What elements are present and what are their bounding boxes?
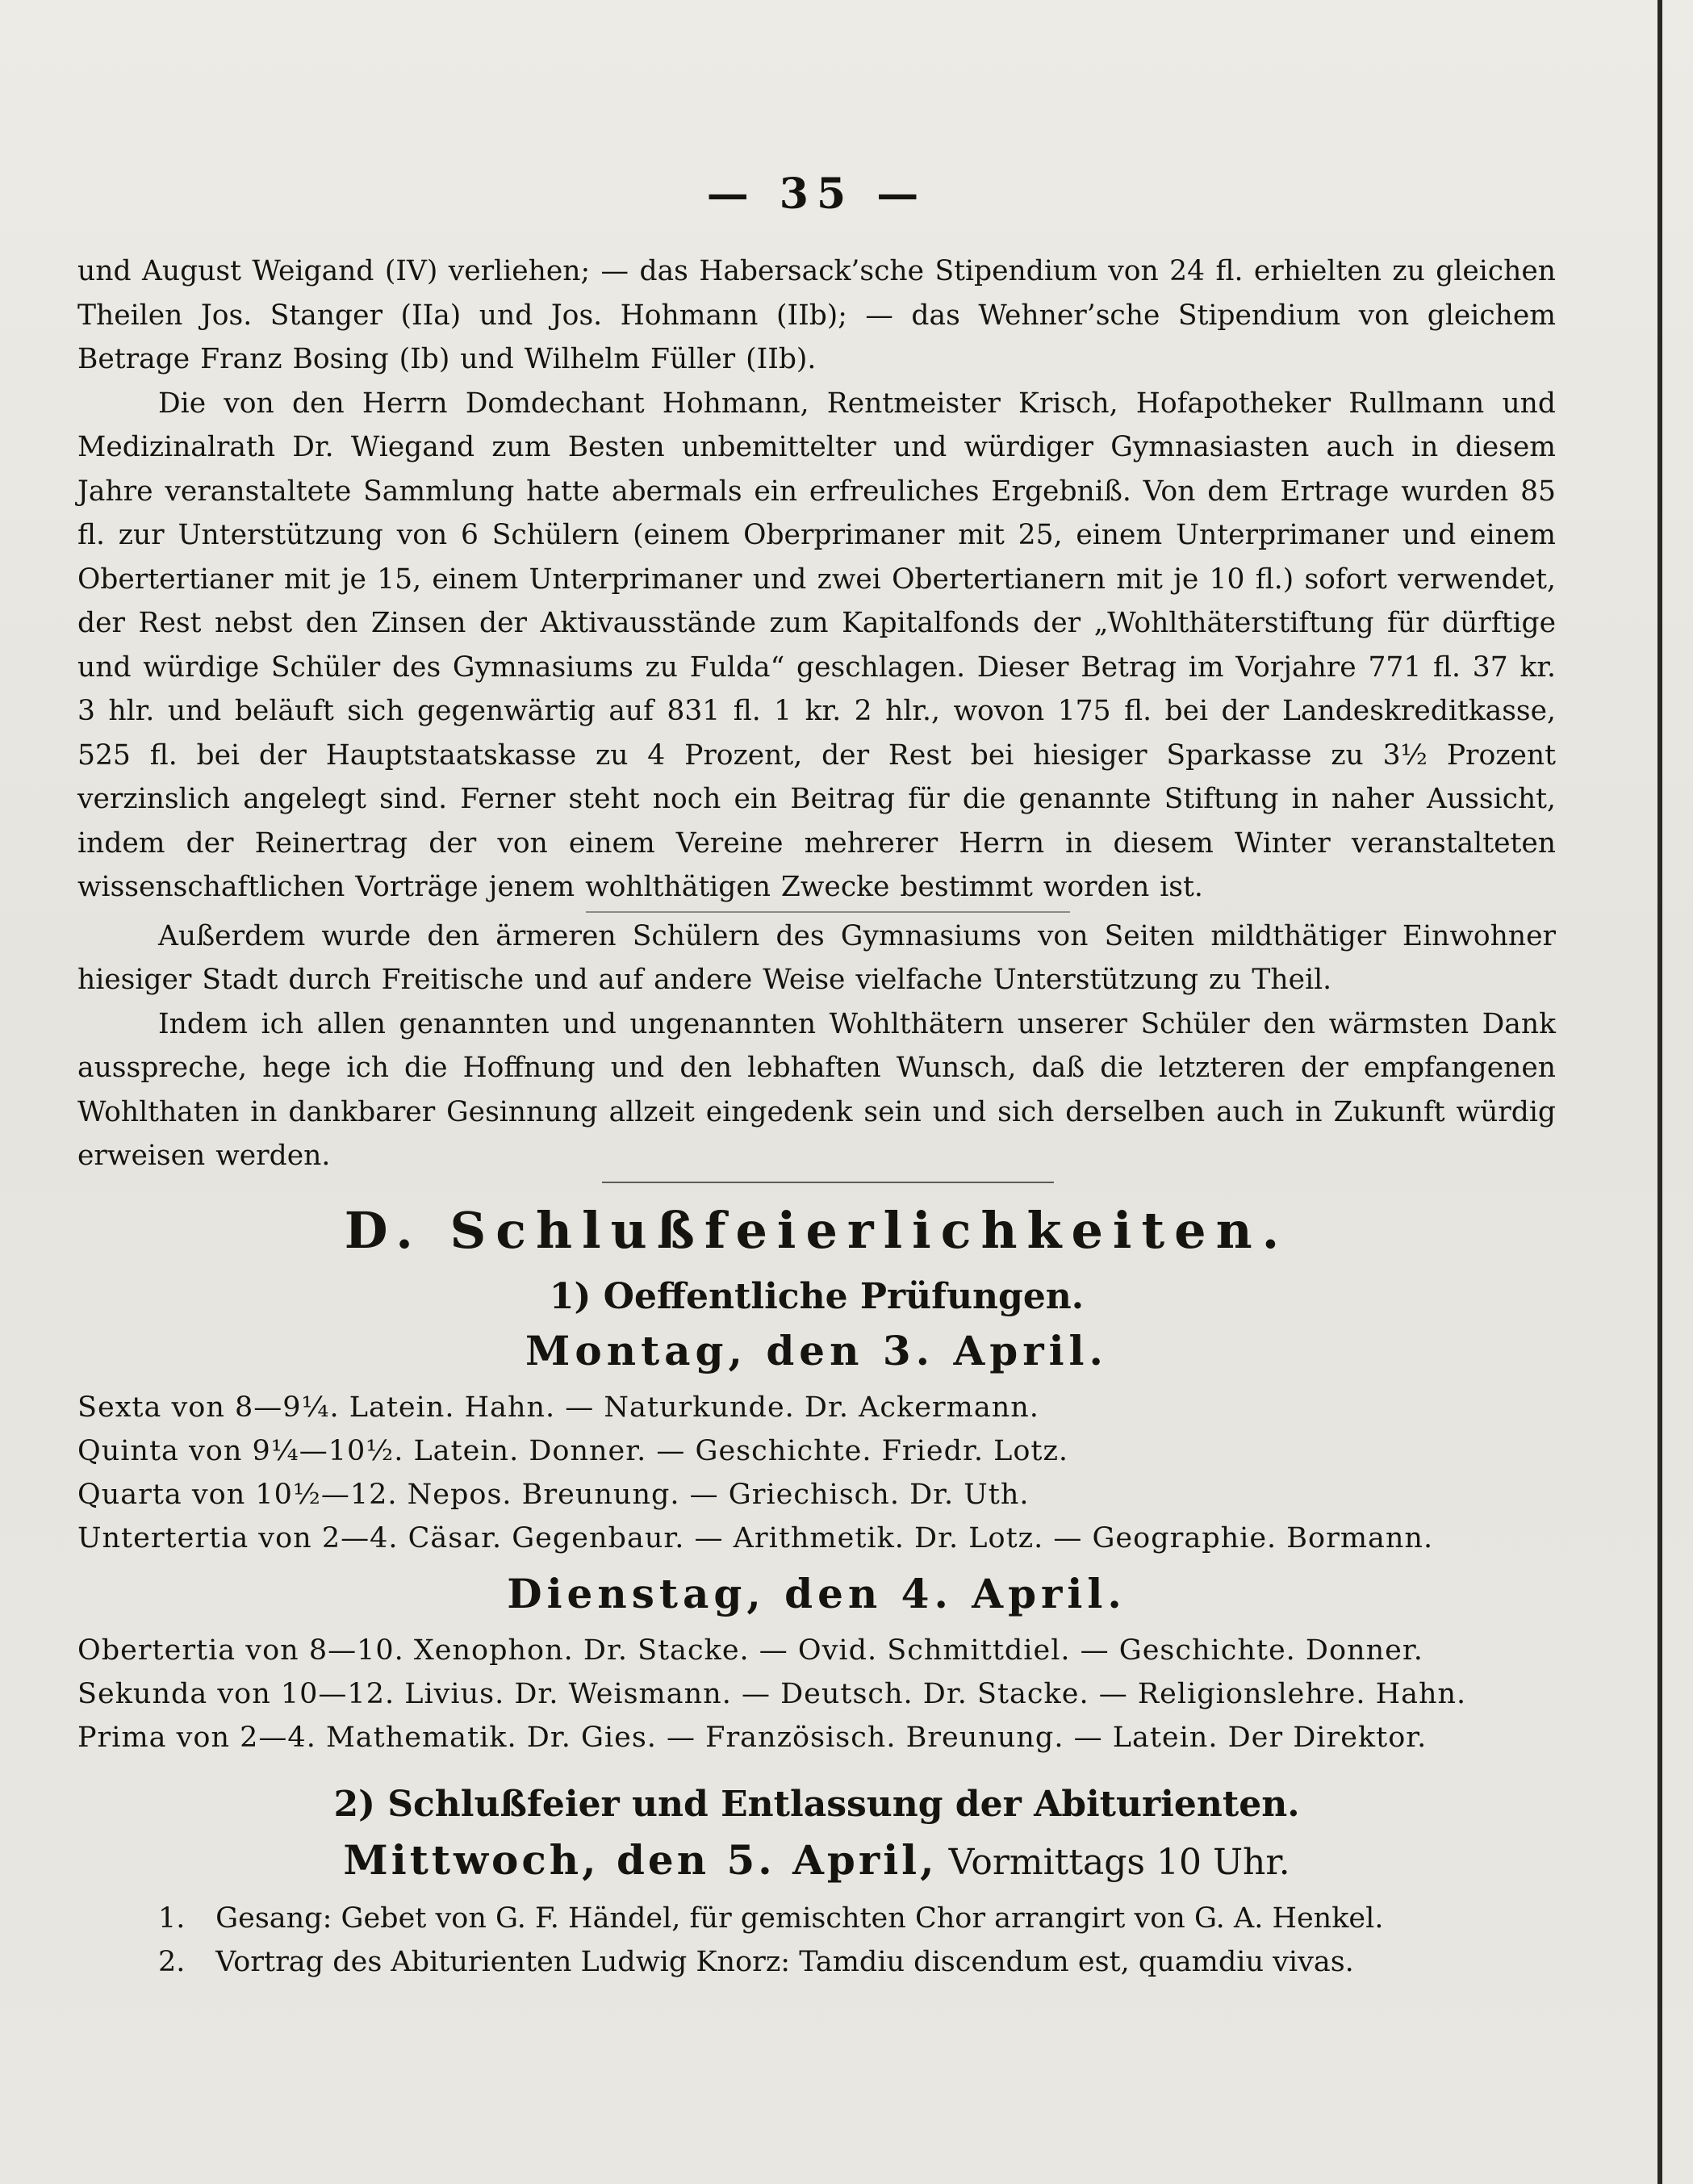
program-item-text: Gesang: Gebet von G. F. Händel, für gemischten Chor arrangirt von G. A. Henkel. xyxy=(215,1902,1384,1935)
day-heading-wednesday-time: Vormittags 10 Uhr. xyxy=(948,1841,1290,1883)
program-item xyxy=(77,1897,1556,1940)
day-heading-wednesday-date: Mittwoch, den 5. April, xyxy=(343,1835,938,1884)
exam-line: Untertertia von 2—4. Cäsar. Gegenbaur. — Arithmetik. Dr. Lotz. — Geographie. Bormann. xyxy=(77,1521,1434,1554)
paragraph-collection: Die von den Herrn Domdechant Hohmann, Rentmeister Krisch, Hofapotheker Rullmann und Medizinalrath Dr. Wiegand zum Besten unbemittelter und würdiger Gymnasiasten auch in diesem Jahre veranstaltete Sammlung hatte abermals ein erfreuliches Ergebniß. Von dem Ertrage wurden 85 fl. zur Unterstützung von 6 Schülern (einem Oberprimaner mit 25, einem Unterprimaner und einem Obertertianer mit je 15, einem Unterprimaner und zwei Obertertianern mit je 10 fl.) sofort verwendet, der Rest nebst den Zinsen der Aktivausstände zum Kapitalfonds der „Wohlthäterstiftung für dürftige und würdige Schüler des Gymnasiums zu Fulda“ geschlagen. Dieser Betrag im Vorjahre 771 fl. 37 kr. 3 hlr. und beläuft sich gegenwärtig auf 831 fl. 1 kr. 2 hlr., wovon 175 fl. bei der Landeskreditkasse, 525 fl. bei der Hauptstaatskasse zu 4 Prozent, der Rest bei hiesiger Sparkasse zu 3½ Prozent verzinslich angelegt sind. Ferner steht noch ein Beitrag für die genannte Stiftung in naher Aussicht, indem der Reinertrag der von einem Vereine mehrerer Herrn in diesem Winter veranstalteten wissenschaftlichen Vorträge jenem wohlthätigen Zwecke bestimmt worden ist. xyxy=(77,387,1556,903)
program-item-number: 2. xyxy=(158,1945,186,1978)
exam-line: Quinta von 9¼—10½. Latein. Donner. — Geschichte. Friedr. Lotz. xyxy=(77,1434,1069,1467)
page-edge-line xyxy=(1657,0,1662,2184)
exam-line: Quarta von 10½—12. Nepos. Breunung. — Griechisch. Dr. Uth. xyxy=(77,1478,1030,1511)
paragraph-stipends: und August Weigand (IV) verliehen; — das Habersack’sche Stipendium von 24 fl. erhielten zu gleichen Theilen Jos. Stanger (IIa) und Jos. Hohmann (IIb); — das Wehner’sche Stipendium von gleichem Betrage Franz Bosing (Ib) und Wilhelm Füller (IIb). xyxy=(77,255,1556,375)
exam-line: Prima von 2—4. Mathematik. Dr. Gies. — Französisch. Breunung. — Latein. Der Direktor. xyxy=(77,1721,1428,1754)
day-heading-monday: Montag, den 3. April. xyxy=(525,1326,1108,1374)
divider-short xyxy=(586,911,1070,913)
exam-line: Sekunda von 10—12. Livius. Dr. Weismann. — Deutsch. Dr. Stacke. — Religionslehre. Hahn. xyxy=(77,1677,1467,1710)
exam-line: Obertertia von 8—10. Xenophon. Dr. Stacke. — Ovid. Schmittdiel. — Geschichte. Donner. xyxy=(77,1634,1423,1667)
subheading-ceremony: 2) Schlußfeier und Entlassung der Abiturienten. xyxy=(333,1783,1300,1825)
paragraph-support: Außerdem wurde den ärmeren Schülern des Gymnasiums von Seiten mildthätiger Einwohner hiesiger Stadt durch Freitische und auf andere Weise vielfache Unterstützung zu Theil. xyxy=(77,919,1556,996)
program-item xyxy=(77,1940,1556,1984)
section-heading: D. Schlußfeierlichkeiten. xyxy=(344,1200,1290,1260)
program-item-number: 1. xyxy=(158,1902,186,1935)
program-item-text: Vortrag des Abiturienten Ludwig Knorz: Tamdiu discendum est, quamdiu vivas. xyxy=(215,1945,1354,1978)
exam-line: Sexta von 8—9¼. Latein. Hahn. — Naturkunde. Dr. Ackermann. xyxy=(77,1391,1039,1424)
divider-section xyxy=(602,1182,1054,1183)
day-heading-tuesday: Dienstag, den 4. April. xyxy=(507,1569,1127,1617)
subheading-exams: 1) Oeffentliche Prüfungen. xyxy=(549,1275,1085,1317)
day-heading-wednesday xyxy=(77,1836,1556,1884)
paragraph-thanks: Indem ich allen genannten und ungenannten Wohlthätern unserer Schüler den wärmsten Dank ausspreche, hege ich die Hoffnung und den lebhaften Wunsch, daß die letzteren der empfangenen Wohlthaten in dankbarer Gesinnung allzeit eingedenk sein und sich derselben auch in Zukunft würdig erweisen werden. xyxy=(77,1007,1556,1172)
page-text xyxy=(77,153,1556,1984)
page-number: — 35 — xyxy=(706,169,927,219)
